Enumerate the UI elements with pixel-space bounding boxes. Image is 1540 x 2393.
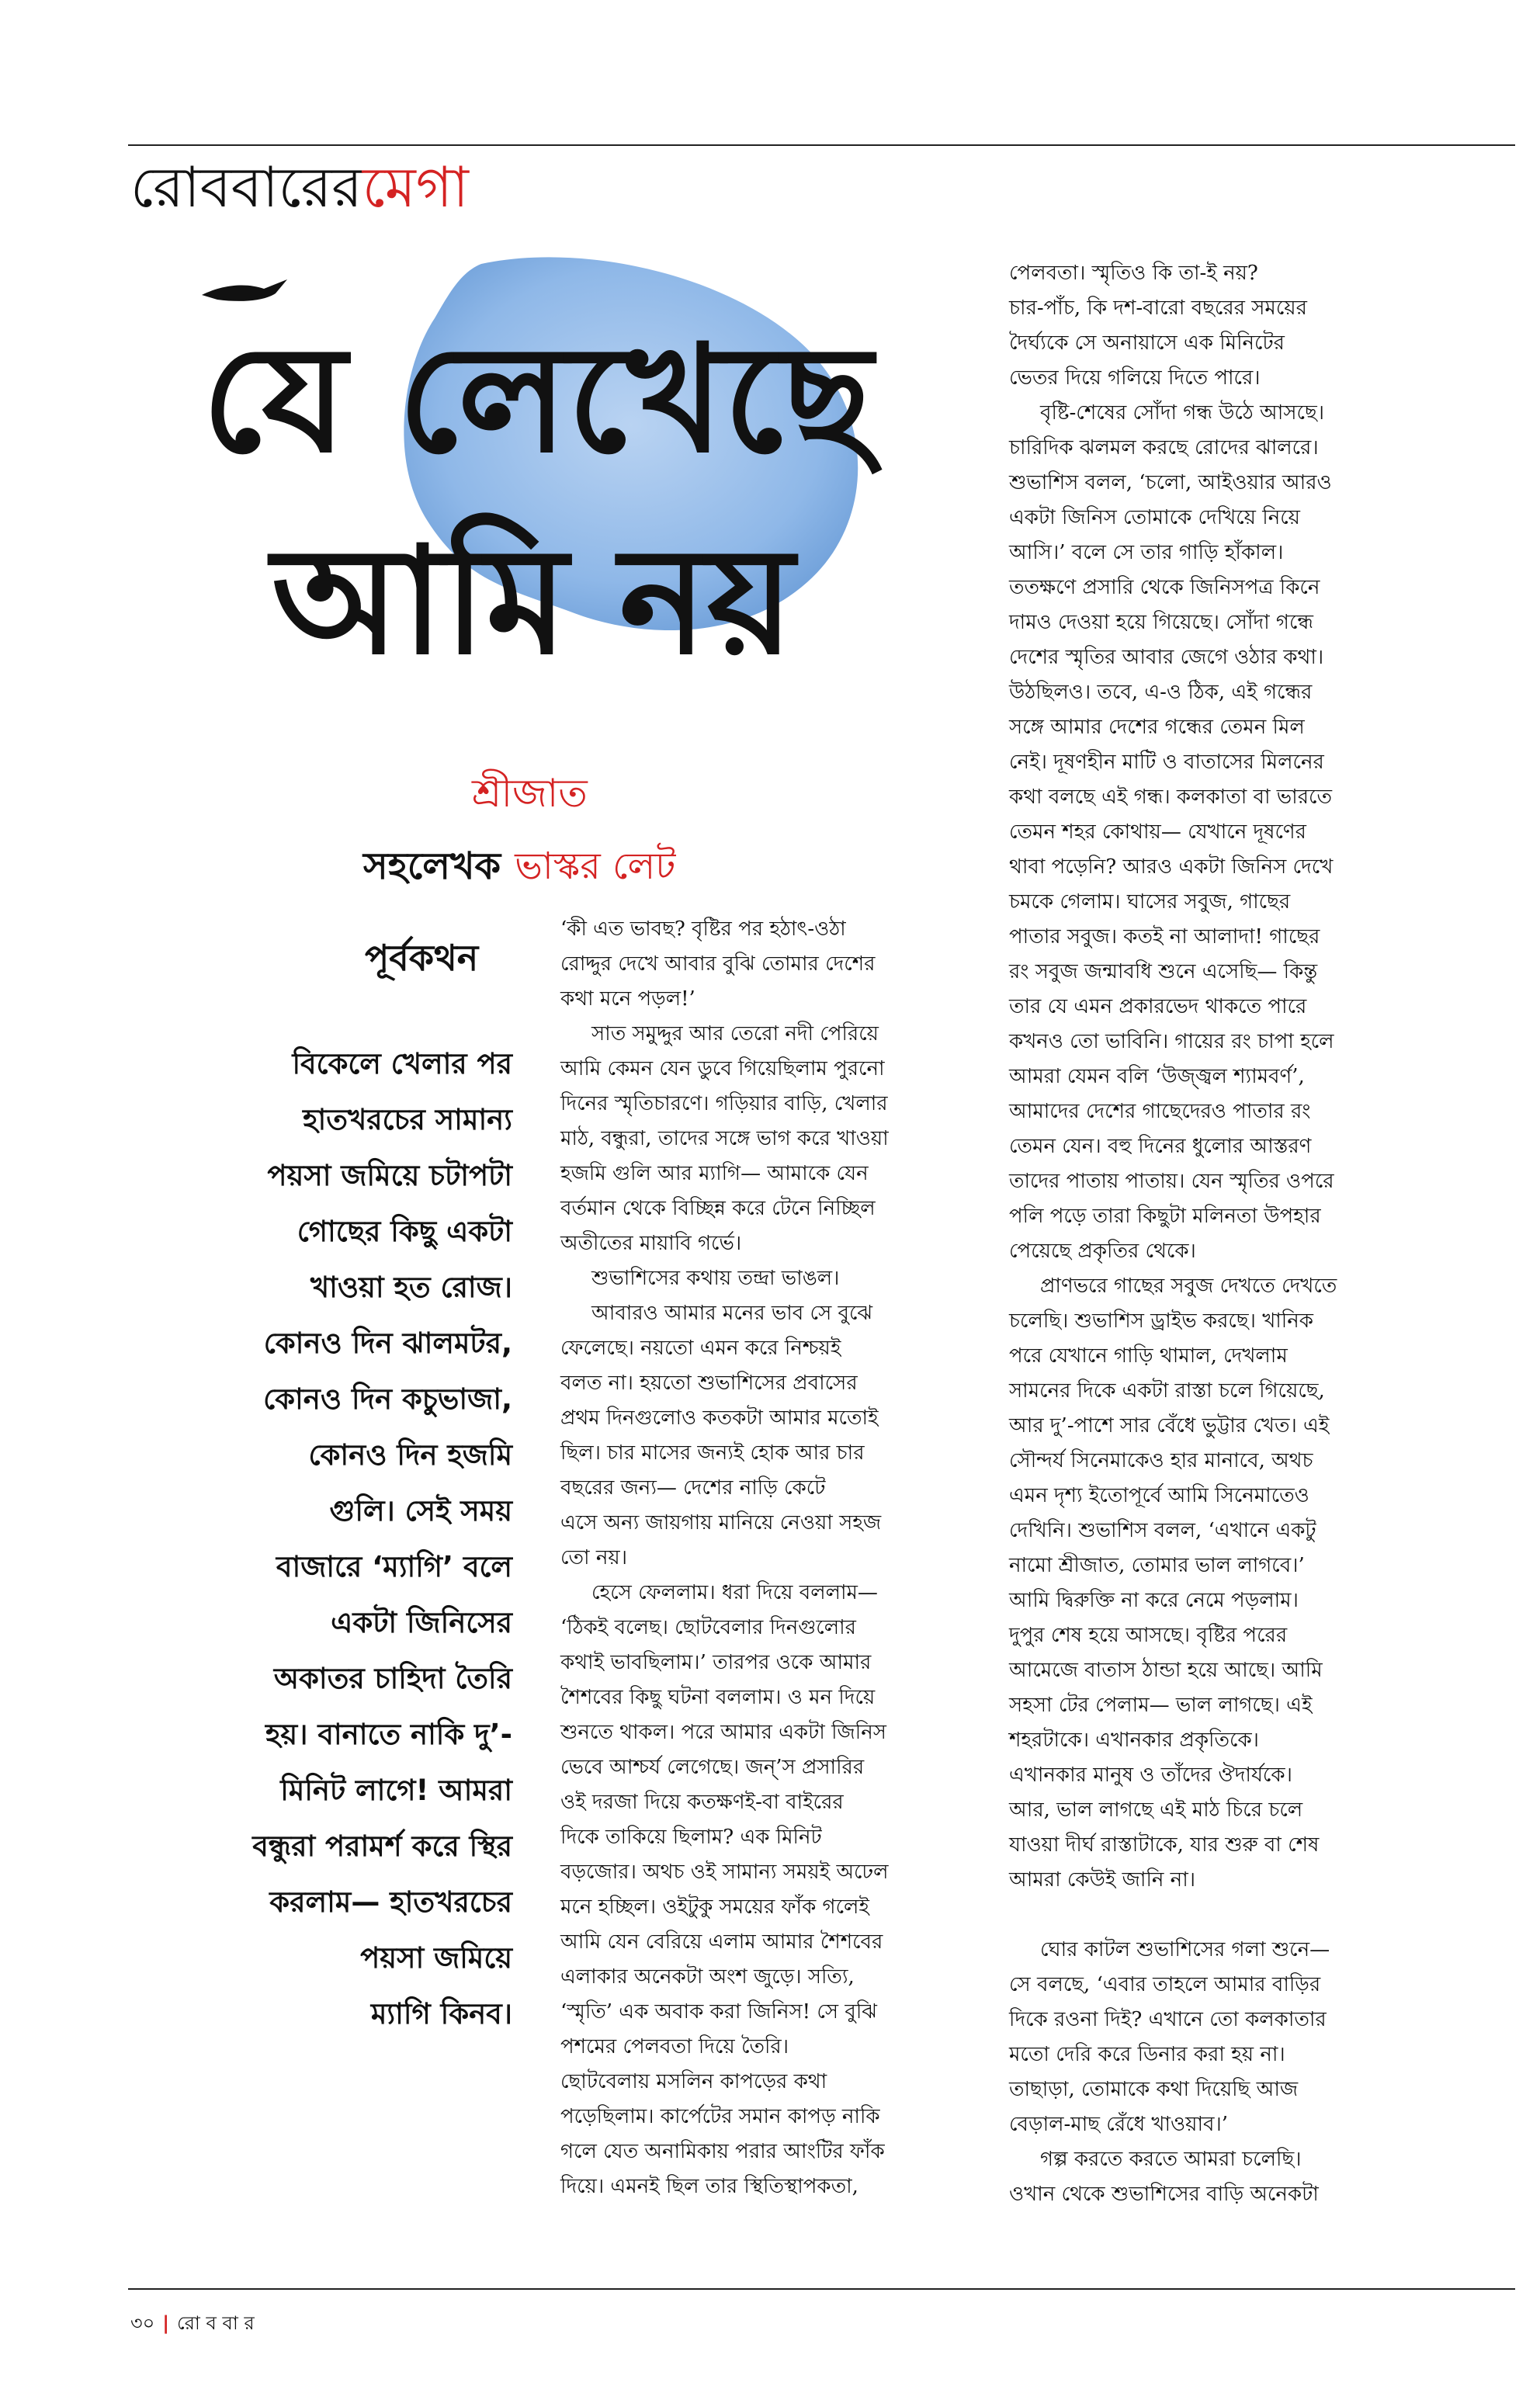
text-line: হেসে ফেললাম। ধরা দিয়ে বললাম— [591,1581,878,1604]
text-line: দেখিনি। শুভাশিস বলল, ‘এখানে একটু [1009,1519,1316,1542]
text-line: চমকে গেলাম। ঘাসের সবুজ, গাছের [1009,890,1291,914]
text-line: মাঠ, বন্ধুরা, তাদের সঙ্গে ভাগ করে খাওয়া [560,1127,889,1150]
text-line: ভেতর দিয়ে গলিয়ে দিতে পারে। [1009,366,1261,390]
preface-line: অকাতর চাহিদা তৈরি [273,1662,512,1695]
author-name: শ্রীজাত [472,771,588,816]
text-line: দামও দেওয়া হয়ে গিয়েছে। সোঁদা গন্ধে [1009,611,1314,634]
text-line: রোদ্দুর দেখে আবার বুঝি তোমার দেশের [560,952,876,976]
text-line: ওই দরজা দিয়ে কতক্ষণই-বা বাইরের [560,1791,844,1814]
text-line: ‘কী এত ভাবছ? বৃষ্টির পর হঠাৎ-ওঠা [560,917,846,941]
text-line: নামো শ্রীজাত, তোমার ভাল লাগবে।’ [1009,1554,1305,1577]
coauthor-label: সহলেখক [363,844,501,888]
text-line: পশমের পেলবতা দিয়ে তৈরি। [560,2035,789,2058]
text-line: ‘স্মৃতি’ এক অবাক করা জিনিস! সে বুঝি [560,2000,877,2024]
text-line: ততক্ষণে প্রসারি থেকে জিনিসপত্র কিনে [1009,576,1320,599]
text-line: দৈর্ঘ্যকে সে অনায়াসে এক মিনিটের [1009,331,1285,355]
text-line: এমন দৃশ্য ইতোপূর্বে আমি সিনেমাতেও [1009,1484,1309,1507]
text-line: চলেছি। শুভাশিস ড্রাইভ করছে। খানিক [1009,1309,1313,1333]
preface-line: বিকেলে খেলার পর [292,1047,512,1080]
preface-line: কোনও দিন ঝালমটর, [263,1327,512,1360]
text-line: এলাকার অনেকটা অংশ জুড়ে। সত্যি, [560,1965,855,1989]
text-line: আবারও আমার মনের ভাব সে বুঝে [591,1302,873,1325]
text-line: দিকে তাকিয়ে ছিলাম? এক মিনিট [560,1826,822,1849]
preface-line: পয়সা জমিয়ে [360,1941,512,1975]
text-line: রং সবুজ জন্মাবধি শুনে এসেছি— কিন্তু [1009,960,1318,983]
coauthor-name: ভাস্কর লেট [515,844,676,888]
text-line: তাদের পাতায় পাতায়। যেন স্মৃতির ওপরে [1009,1170,1334,1193]
bottom-rule [128,2288,1515,2290]
bird-icon [202,279,287,301]
preface-line: বন্ধুরা পরামর্শ করে স্থির [252,1829,512,1863]
publication-name: রো ব বা র [176,2312,255,2334]
preface-line: মিনিট লাগে! আমরা [280,1774,512,1807]
text-line: শুভাশিসের কথায় তন্দ্রা ভাঙল। [591,1267,840,1290]
text-line: নেই। দূষণহীন মাটি ও বাতাসের মিলনের [1009,751,1324,774]
text-line: তেমন যেন। বহু দিনের ধুলোর আস্তরণ [1009,1135,1312,1158]
text-line: ফেলেছে। নয়তো এমন করে নিশ্চয়ই [560,1337,841,1360]
preface-line: গোছের কিছু একটা [297,1215,512,1248]
text-line: সে বলছে, ‘এবার তাহলে আমার বাড়ির [1009,1973,1321,1996]
text-line: দুপুর শেষ হয়ে আসছে। বৃষ্টির পরের [1009,1624,1288,1647]
text-line: এখানকার মানুষ ও তাঁদের ঔদার্যকে। [1009,1764,1292,1787]
title-line-2: আমি নয় [272,514,794,687]
folio [130,2309,255,2340]
text-line: হজমি গুলি আর ম্যাগি— আমাকে যেন [560,1162,869,1185]
preface-line: একটা জিনিসের [331,1606,512,1639]
text-line: চার-পাঁচ, কি দশ-বারো বছরের সময়ের [1009,297,1307,320]
text-line: আর, ভাল লাগছে এই মাঠ চিরে চলে [1009,1798,1303,1822]
text-line: ঘোর কাটল শুভাশিসের গলা শুনে— [1040,1938,1330,1961]
text-line: তেমন শহর কোথায়— যেখানে দূষণের [1009,820,1306,844]
section-accent: মেগা [362,154,469,220]
preface-text [155,1036,512,2042]
preface-line: কোনও দিন হজমি [308,1438,512,1472]
top-rule [128,144,1515,146]
text-line: ছোটবেলায় মসলিন কাপড়ের কথা [560,2070,827,2093]
coauthor-line [363,838,675,900]
folio-separator: | [162,2312,169,2334]
text-line: বলত না। হয়তো শুভাশিসের প্রবাসের [560,1372,858,1395]
text-line: অতীতের মায়াবি গর্ভে। [560,1232,742,1255]
text-line: শৈশবের কিছু ঘটনা বললাম। ও মন দিয়ে [560,1686,876,1709]
section-prefix: রোববারের [130,154,362,220]
text-line: তাছাড়া, তোমাকে কথা দিয়েছি আজ [1009,2078,1299,2101]
text-line: দিয়ে। এমনই ছিল তার স্থিতিস্থাপকতা, [560,2175,858,2198]
text-line: গলে যেত অনামিকায় পরার আংটির ফাঁক [560,2140,885,2163]
text-line: কথা মনে পড়ল!’ [560,987,695,1011]
text-line: কথা বলছে এই গন্ধ। কলকাতা বা ভারতে [1009,786,1332,809]
text-line: গল্প করতে করতে আমরা চলেছি। [1040,2148,1302,2171]
text-line: উঠছিলও। তবে, এ-ও ঠিক, এই গন্ধের [1009,681,1313,704]
text-line: আর দু’-পাশে সার বেঁধে ভুট্টার খেত। এই [1009,1414,1330,1438]
text-line: পাতার সবুজ। কতই না আলাদা! গাছের [1009,925,1320,949]
text-line: চারিদিক ঝলমল করছে রোদের ঝালরে। [1009,436,1319,460]
text-line: কখনও তো ভাবিনি। গায়ের রং চাপা হলে [1009,1030,1334,1053]
preface-line: হাতখরচের সামান্য [303,1103,512,1136]
preface-heading: পূর্বকথন [365,937,479,979]
text-line: তো নয়। [560,1546,627,1569]
text-line: বেড়াল-মাছ রেঁধে খাওয়াব।’ [1009,2113,1229,2136]
preface-line: পয়সা জমিয়ে চটাপটা [267,1159,512,1192]
page-number: ৩০ [130,2312,155,2334]
preface-line: কোনও দিন কচুভাজা, [263,1382,512,1416]
text-line: বৃষ্টি-শেষের সোঁদা গন্ধ উঠে আসছে। [1040,401,1325,425]
text-line: ছিল। চার মাসের জন্যই হোক আর চার [560,1441,865,1465]
title-artwork [171,248,900,753]
text-line: বড়জোর। অথচ ওই সামান্য সময়ই অঢেল [560,1861,889,1884]
preface-line: ম্যাগি কিনব। [370,1997,512,2031]
text-line: সহসা টের পেলাম— ভাল লাগছে। এই [1009,1694,1313,1717]
text-line: পেলবতা। স্মৃতিও কি তা-ই নয়? [1009,262,1258,285]
body-column-3 [1009,256,1444,2212]
text-line: শুনতে থাকল। পরে আমার একটা জিনিস [560,1721,886,1744]
text-line: আমরা যেমন বলি ‘উজ্জ্বল শ্যামবর্ণ’, [1009,1065,1305,1088]
body-column-2 [560,912,995,2204]
text-line: ‘ঠিকই বলেছ। ছোটবেলার দিনগুলোর [560,1616,856,1639]
text-line: পেয়েছে প্রকৃতির থেকে। [1009,1240,1196,1263]
text-line: শহরটাকে। এখানকার প্রকৃতিকে। [1009,1729,1259,1752]
text-line: বর্তমান থেকে বিচ্ছিন্ন করে টেনে নিচ্ছিল [560,1197,876,1220]
text-line: সৌন্দর্য সিনেমাকেও হার মানাবে, অথচ [1009,1449,1313,1472]
text-line: একটা জিনিস তোমাকে দেখিয়ে নিয়ে [1009,506,1300,529]
section-header [130,154,469,220]
text-line: সামনের দিকে একটা রাস্তা চলে গিয়েছে, [1009,1379,1325,1403]
text-line: থাবা পড়েনি? আরও একটা জিনিস দেখে [1009,855,1334,879]
text-line: দেশের স্মৃতির আবার জেগে ওঠার কথা। [1009,646,1324,669]
text-line: প্রথম দিনগুলোও কতকটা আমার মতোই [560,1406,879,1430]
title-line-1: যে লেখেছে [202,312,872,485]
text-line: আসি।’ বলে সে তার গাড়ি হাঁকাল। [1009,541,1284,564]
text-line: সাত সমুদ্দুর আর তেরো নদী পেরিয়ে [591,1022,879,1046]
text-line: এসে অন্য জায়গায় মানিয়ে নেওয়া সহজ [560,1511,882,1535]
text-line: সঙ্গে আমার দেশের গন্ধের তেমন মিল [1009,716,1305,739]
text-line: আমি দ্বিরুক্তি না করে নেমে পড়লাম। [1009,1589,1299,1612]
text-line: আমি কেমন যেন ডুবে গিয়েছিলাম পুরনো [560,1057,885,1080]
text-line: পরে যেখানে গাড়ি থামাল, দেখলাম [1009,1344,1288,1368]
preface-line: হয়। বানাতে নাকি দু’- [265,1718,512,1751]
text-line: প্রাণভরে গাছের সবুজ দেখতে দেখতে [1040,1275,1337,1298]
text-line: আমরা কেউই জানি না। [1009,1868,1196,1892]
preface-line: গুলি। সেই সময় [329,1494,512,1528]
text-line: মনে হচ্ছিল। ওইটুকু সময়ের ফাঁক গলেই [560,1895,869,1919]
preface-line: করলাম— হাতখরচের [269,1885,512,1919]
preface-line: খাওয়া হত রোজ। [310,1271,512,1304]
text-line: আমেজে বাতাস ঠান্ডা হয়ে আছে। আমি [1009,1659,1323,1682]
text-line: পড়েছিলাম। কার্পেটের সমান কাপড় নাকি [560,2105,880,2128]
text-line: আমি যেন বেরিয়ে এলাম আমার শৈশবের [560,1930,883,1954]
preface-line: বাজারে ‘ম্যাগি’ বলে [276,1550,512,1583]
text-line: ভেবে আশ্চর্য লেগেছে। জন্’স প্রসারির [560,1756,865,1779]
text-line: কথাই ভাবছিলাম।’ তারপর ওকে আমার [560,1651,872,1674]
text-line: আমাদের দেশের গাছেদেরও পাতার রং [1009,1100,1311,1123]
text-line: দিকে রওনা দিই? এখানে তো কলকাতার [1009,2008,1327,2031]
text-line: যাওয়া দীর্ঘ রাস্তাটাকে, যার শুরু বা শেষ [1009,1833,1320,1857]
text-line: দিনের স্মৃতিচারণে। গড়িয়ার বাড়ি, খেলার [560,1092,888,1115]
text-line: পলি পড়ে তারা কিছুটা মলিনতা উপহার [1009,1205,1321,1228]
text-line: ওখান থেকে শুভাশিসের বাড়ি অনেকটা [1009,2183,1319,2206]
text-line: তার যে এমন প্রকারভেদ থাকতে পারে [1009,995,1307,1018]
text-line: মতো দেরি করে ডিনার করা হয় না। [1009,2043,1285,2066]
paragraph-gap [1009,1898,1444,1933]
text-line: শুভাশিস বলল, ‘চলো, আইওয়ার আরও [1009,471,1332,494]
text-line: বছরের জন্য— দেশের নাড়ি কেটে [560,1476,826,1500]
